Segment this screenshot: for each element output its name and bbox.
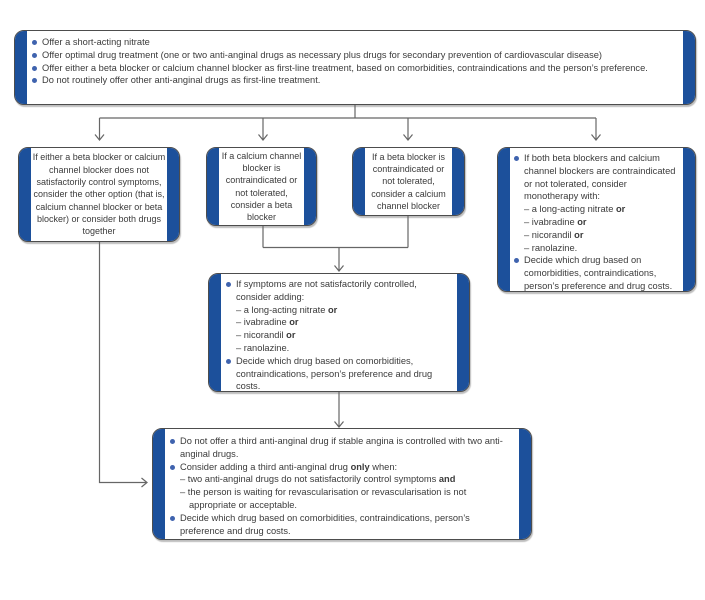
bullet-text: Offer optimal drug treatment (one or two anti-anginal drugs as necessary plus drugs for secondary prevention of cardiovascular disease) bbox=[42, 49, 602, 60]
bullet-text: Do not offer a third anti-anginal drug if stable angina is controlled with two anti-anginal drugs. bbox=[180, 436, 503, 459]
bullet-icon bbox=[32, 78, 37, 83]
right-accent-bar bbox=[519, 429, 531, 539]
left-accent-bar bbox=[353, 148, 365, 215]
bullet-icon bbox=[514, 156, 519, 161]
bullet-item bbox=[32, 62, 679, 75]
drug-option: – a long-acting nitrate or bbox=[236, 304, 338, 315]
condition: – two anti-anginal drugs do not satisfactorily control symptoms and bbox=[180, 474, 456, 485]
bullet-icon bbox=[226, 282, 231, 287]
right-accent-bar bbox=[452, 148, 464, 215]
bullet-icon bbox=[32, 66, 37, 71]
right-accent-bar bbox=[304, 148, 316, 225]
box-text: If either a beta blocker or calcium channel blocker does not satisfactorily control symptoms, consider the other option (that is, calcium channel blocker or beta blocker) or consider both drugs together bbox=[32, 152, 166, 237]
bullet-icon bbox=[170, 516, 175, 521]
bullet-text: Decide which drug based on comorbidities, contraindications, person’s preference and drug costs. bbox=[524, 255, 673, 291]
bullet-icon bbox=[170, 439, 175, 444]
drug-option: – ranolazine. bbox=[236, 342, 290, 353]
bullet-item bbox=[32, 49, 679, 62]
left-accent-bar bbox=[207, 148, 219, 225]
bullet-text bbox=[236, 278, 453, 355]
box-both-contraindicated bbox=[497, 147, 696, 292]
box-content bbox=[32, 36, 679, 87]
bullet-icon bbox=[32, 40, 37, 45]
drug-option: – nicorandil or bbox=[524, 229, 584, 240]
drug-option: – ivabradine or bbox=[524, 216, 587, 227]
bullet-item bbox=[514, 254, 683, 292]
drug-option: – nicorandil or bbox=[236, 330, 296, 341]
drug-option: – ranolazine. bbox=[524, 242, 578, 253]
right-accent-bar bbox=[167, 148, 179, 241]
bullet-item bbox=[226, 355, 453, 392]
bullet-icon bbox=[32, 53, 37, 58]
box-add-second-drug bbox=[208, 273, 470, 392]
bullet-item bbox=[170, 461, 515, 512]
bullet-text: Decide which drug based on comorbidities, contraindications, person’s preference and drug costs. bbox=[236, 355, 433, 392]
bullet-text: Do not routinely offer other anti-anginal drugs as first-line treatment. bbox=[42, 75, 321, 86]
box-switch-or-combine bbox=[18, 147, 180, 242]
connector-switch-to-third bbox=[100, 242, 147, 483]
box-content bbox=[514, 152, 683, 292]
condition: – the person is waiting for revascularisation or revascularisation is not appropriate or acceptable. bbox=[180, 487, 467, 510]
left-accent-bar bbox=[15, 31, 27, 104]
box-text: If a calcium channel blocker is contraindicated or not tolerated, consider a beta blocker bbox=[221, 150, 302, 223]
bullet-text: Offer either a beta blocker or calcium channel blocker as first-line treatment, based on comorbidities, contraindications and the person’s preference. bbox=[42, 62, 648, 73]
right-accent-bar bbox=[457, 274, 469, 391]
bullet-item bbox=[32, 74, 679, 87]
bullet-item bbox=[170, 435, 515, 461]
left-accent-bar bbox=[209, 274, 221, 391]
box-text: If a beta blocker is contraindicated or not tolerated, consider a calcium channel blocker bbox=[371, 151, 446, 211]
bullet-text bbox=[524, 152, 683, 254]
bullet-text: Offer a short-acting nitrate bbox=[42, 37, 150, 47]
bullet-text bbox=[180, 461, 515, 512]
box-bb-contraindicated bbox=[352, 147, 465, 216]
bullet-icon bbox=[170, 465, 175, 470]
bullet-item bbox=[170, 512, 515, 538]
consider-third-intro: Consider adding a third anti-anginal drug only when: bbox=[180, 461, 398, 472]
left-accent-bar bbox=[19, 148, 31, 241]
drug-option: – a long-acting nitrate or bbox=[524, 204, 626, 215]
bullet-item bbox=[226, 278, 453, 355]
bullet-item bbox=[32, 36, 679, 49]
box-content bbox=[226, 278, 453, 392]
drug-option: – ivabradine or bbox=[236, 317, 299, 328]
right-accent-bar bbox=[683, 31, 695, 104]
monotherapy-intro: If both beta blockers and calcium channel blockers are contraindicated or not tolerated, consider monotherapy with: bbox=[524, 153, 676, 202]
box-content bbox=[170, 435, 515, 537]
bullet-text: Decide which drug based on comorbidities, contraindications, person’s preference and drug costs. bbox=[180, 512, 470, 536]
left-accent-bar bbox=[153, 429, 165, 539]
bullet-icon bbox=[226, 359, 231, 364]
box-third-drug bbox=[152, 428, 532, 540]
box-first-line-treatment bbox=[14, 30, 696, 105]
left-accent-bar bbox=[498, 148, 510, 291]
bullet-item bbox=[514, 152, 683, 254]
right-accent-bar bbox=[683, 148, 695, 291]
bullet-icon bbox=[514, 258, 519, 263]
adding-intro: If symptoms are not satisfactorily controlled, consider adding: bbox=[236, 279, 417, 302]
box-ccb-contraindicated bbox=[206, 147, 317, 226]
